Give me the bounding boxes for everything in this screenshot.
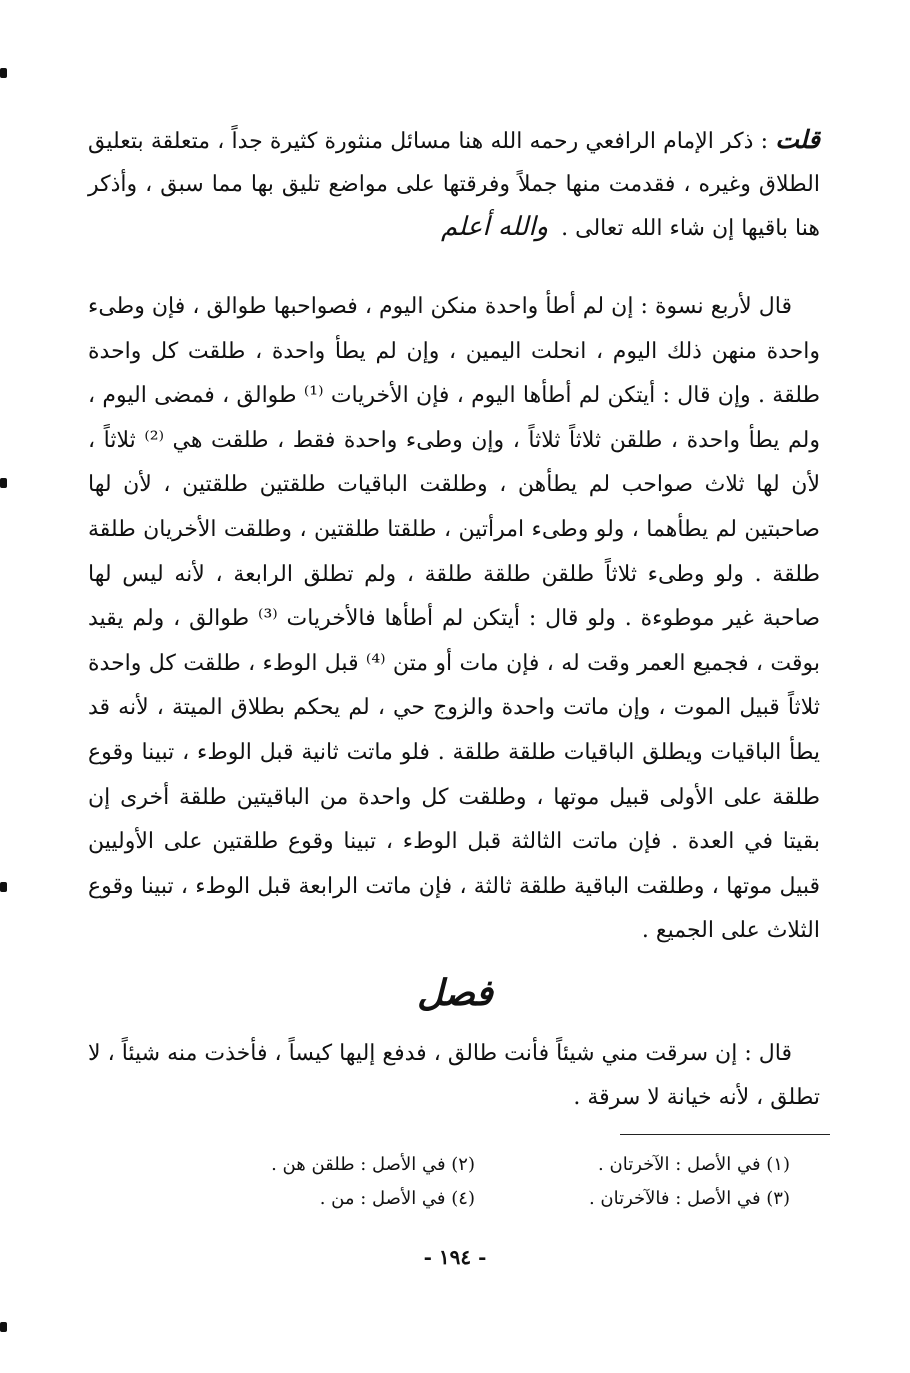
page-number: - ١٩٤ - bbox=[423, 1245, 487, 1269]
intro-text: : ذكر الإمام الرافعي رحمه الله هنا مسائل منثورة كثيرة جداً ، متعلقة بتعليق الطلاق وغيره ، فقدمت منها جملاً وفرقتها على مواضع تليق بها مما سبق ، وأذكر هنا باقيها إن شاء الله تعالى . bbox=[88, 129, 820, 241]
intro-paragraph bbox=[88, 118, 820, 250]
footnote-3: (٣) في الأصل : فالآخرتان . bbox=[588, 1188, 790, 1209]
section-heading: فصل bbox=[417, 972, 493, 1014]
intro-lead-word: قلت bbox=[775, 125, 820, 154]
scan-margin-mark bbox=[0, 478, 7, 488]
footnote-4: (٤) في الأصل : من . bbox=[319, 1188, 475, 1209]
scan-margin-mark bbox=[0, 68, 7, 78]
intro-closing-phrase: والله أعلم bbox=[440, 212, 549, 242]
scan-margin-mark bbox=[0, 1322, 7, 1332]
footnote-divider bbox=[620, 1134, 830, 1135]
scan-margin-mark bbox=[0, 882, 7, 892]
section-paragraph: قال : إن سرقت مني شيئاً فأنت طالق ، فدفع إليها كيساً ، فأخذت منه شيئاً ، لا تطلق ، لأنه خيانة لا سرقة . bbox=[88, 1041, 820, 1110]
footnote-2: (٢) في الأصل : طلقن هن . bbox=[271, 1154, 475, 1175]
main-paragraph: قال لأربع نسوة : إن لم أطأ واحدة منكن اليوم ، فصواحبها طوالق ، فإن وطىء واحدة منهن ذلك اليوم ، انحلت اليمين ، وإن لم يطأ واحدة ، طلقت كل واحدة طلقة . وإن قال : أيتكن لم أطأها اليوم ، فإن الأخريات ⁽¹⁾ طوالق ، فمضى اليوم ، ولم يطأ واحدة ، طلقن ثلاثاً ثلاثاً ، وإن وطىء واحدة فقط ، طلقت هي ⁽²⁾ ثلاثاً ، لأن لها ثلاث صواحب لم يطأهن ، وطلقت الباقيات طلقتين طلقتين ، لأن لها صاحبتين لم يطأهما ، ولو وطىء امرأتين ، طلقتا طلقتين ، وطلقت الأخريان طلقة طلقة . ولو وطىء ثلاثاً طلقن طلقة طلقة ، ولم تطلق الرابعة ، لأنه ليس لها صاحبة غير موطوءة . ولو قال : أيتكن لم أطأها فالأخريات ⁽³⁾ طوالق ، ولم يقيد بوقت ، فجميع العمر وقت له ، فإن مات أو متن ⁽⁴⁾ قبل الوطء ، طلقت كل واحدة ثلاثاً قبيل الموت ، وإن ماتت واحدة والزوج حي ، لم يحكم بطلاق الميتة ، لأنه قد يطأ الباقيات ويطلق الباقيات طلقة طلقة . فلو ماتت ثانية قبل الوطء ، تبينا وقوع طلقة على الأولى قبيل موتها ، وطلقت كل واحدة من الباقيتين طلقة أخرى إن بقيتا في العدة . فإن ماتت الثالثة قبل الوطء ، تبينا وقوع طلقتين على الأوليين قبيل موتها ، وطلقت الباقية طلقة ثالثة ، فإن ماتت الرابعة قبل الوطء ، تبينا وقوع الثلاث على الجميع . bbox=[88, 294, 821, 944]
footnote-1: (١) في الأصل : الآخرتان . bbox=[598, 1154, 790, 1175]
footnotes bbox=[180, 1150, 790, 1214]
